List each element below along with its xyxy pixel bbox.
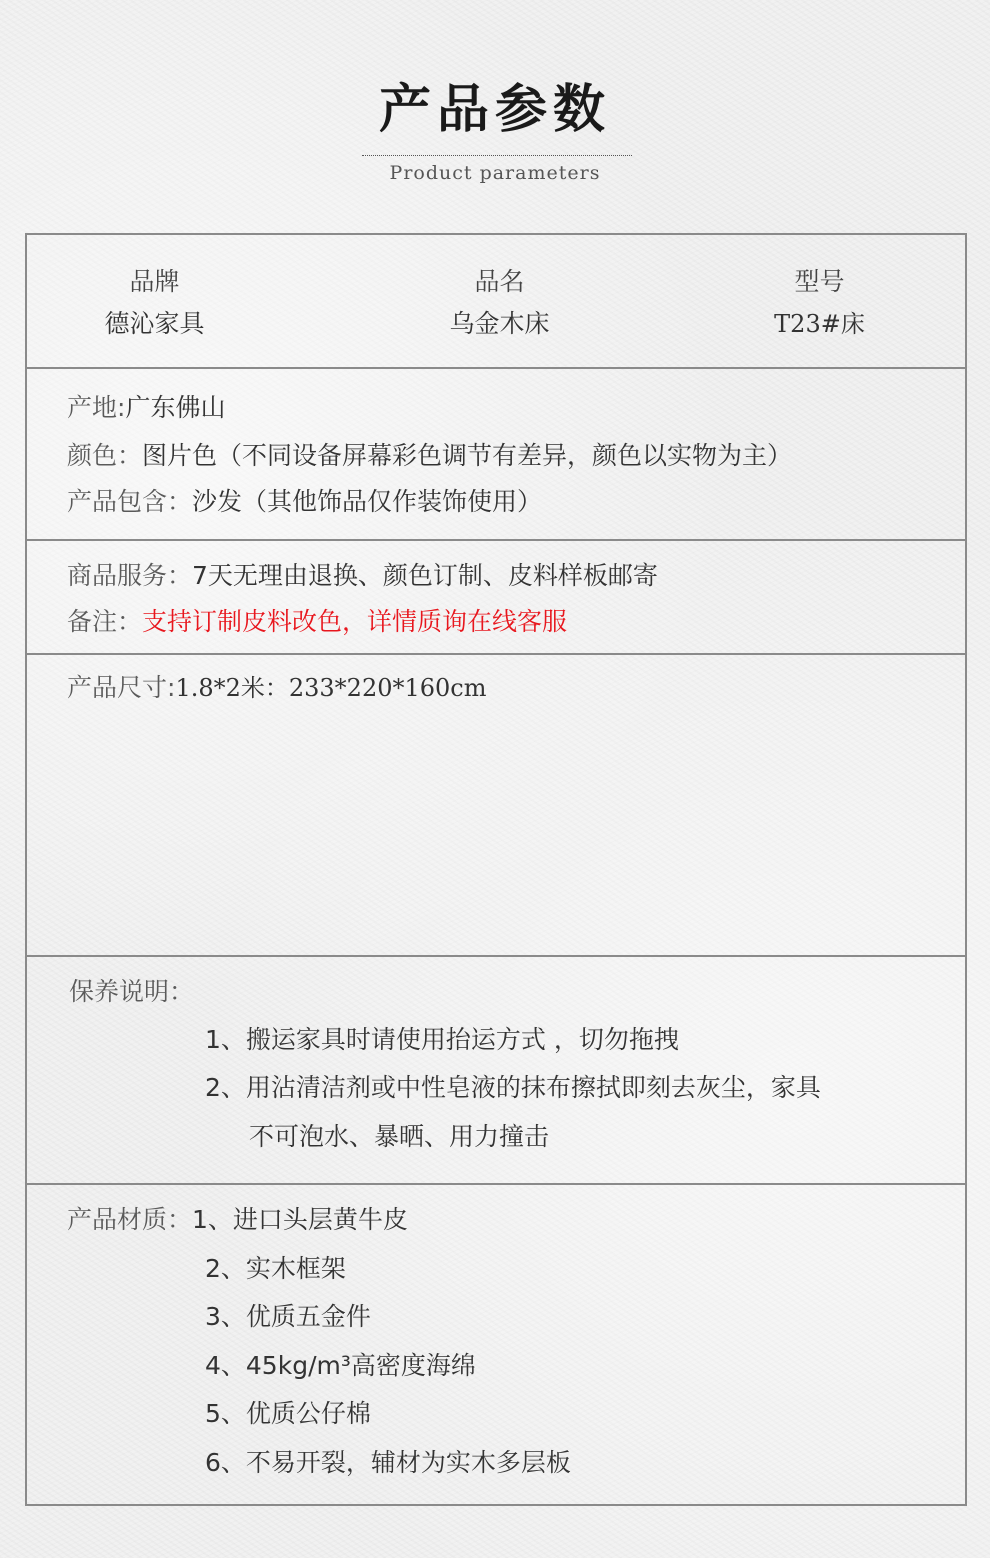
- material-item: 4、45kg/m³高密度海绵: [205, 1351, 476, 1380]
- page-subtitle: Product parameters: [389, 162, 601, 184]
- package-line: [67, 485, 542, 519]
- brand-cell: [67, 261, 242, 345]
- product-name-label: 品名: [474, 267, 525, 296]
- origin-label: 产地:: [67, 393, 126, 422]
- title-divider: [362, 155, 632, 156]
- model-label: 型号: [794, 267, 845, 296]
- material-item: 1、进口头层黄牛皮: [192, 1205, 408, 1234]
- care-item: 2、用沾清洁剂或中性皂液的抹布擦拭即刻去灰尘，家具: [205, 1073, 821, 1102]
- origin-row: [27, 369, 965, 541]
- service-label: 商品服务：: [67, 561, 193, 590]
- service-value: 7天无理由退换、颜色订制、皮料样板邮寄: [192, 561, 658, 590]
- size-line: [67, 671, 487, 705]
- care-item: 1、搬运家具时请使用抬运方式 ，切勿拖拽: [205, 1025, 679, 1054]
- size-row: [27, 655, 965, 957]
- care-item: 不可泡水、暴晒、用力撞击: [249, 1122, 550, 1151]
- care-row: [27, 957, 965, 1185]
- care-label: 保养说明：: [69, 977, 195, 1006]
- color-label: 颜色：: [67, 441, 143, 470]
- package-label: 产品包含：: [67, 487, 193, 516]
- basic-info-row: [27, 235, 965, 369]
- material-row: [27, 1185, 965, 1504]
- note-line: [67, 605, 567, 639]
- color-line: [67, 439, 792, 473]
- service-line: [67, 559, 658, 593]
- material-first-line: [67, 1203, 408, 1237]
- page-header: [0, 0, 990, 230]
- page-title: 产品参数: [378, 80, 611, 140]
- package-value: 沙发（其他饰品仅作装饰使用）: [192, 487, 543, 516]
- material-item: 6、不易开裂，辅材为实木多层板: [205, 1448, 571, 1477]
- brand-value: 德沁家具: [104, 309, 205, 338]
- material-item: 3、优质五金件: [205, 1302, 371, 1331]
- parameters-table: [25, 233, 967, 1506]
- product-name-cell: [412, 261, 587, 345]
- product-name-value: 乌金木床: [449, 309, 550, 338]
- size-value: 1.8*2米：233*220*160cm: [175, 674, 487, 702]
- origin-line: [67, 391, 225, 425]
- note-value: 支持订制皮料改色，详情质询在线客服: [142, 607, 568, 636]
- note-label: 备注：: [67, 607, 143, 636]
- material-item: 2、实木框架: [205, 1254, 346, 1283]
- brand-label: 品牌: [129, 267, 180, 296]
- model-cell: [732, 261, 907, 345]
- service-row: [27, 541, 965, 655]
- origin-value: 广东佛山: [125, 393, 226, 422]
- material-item: 5、优质公仔棉: [205, 1399, 371, 1428]
- model-value: T23#床: [774, 310, 865, 338]
- material-label: 产品材质：: [67, 1205, 193, 1234]
- size-label: 产品尺寸:: [67, 673, 176, 702]
- color-value: 图片色（不同设备屏幕彩色调节有差异，颜色以实物为主）: [142, 441, 793, 470]
